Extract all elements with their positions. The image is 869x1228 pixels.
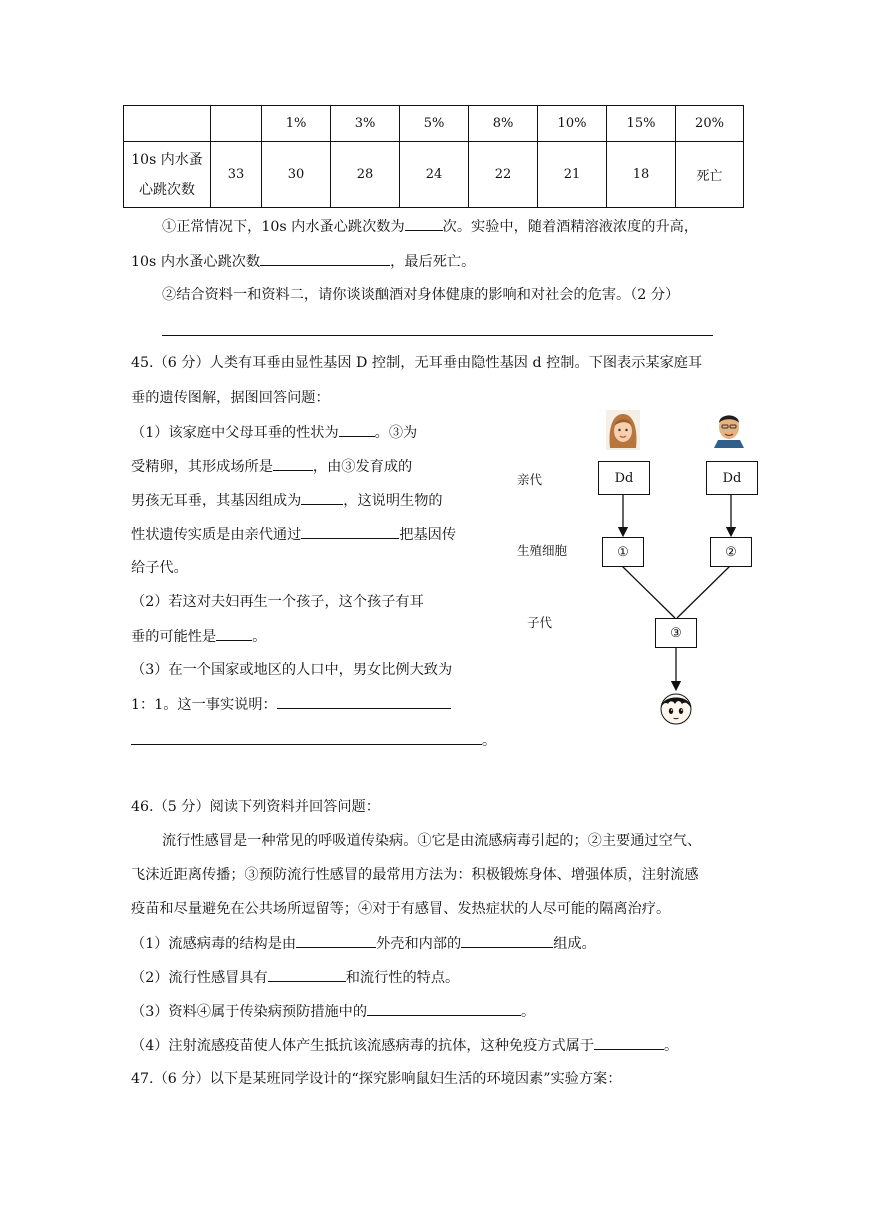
answer-blank[interactable]: [296, 933, 376, 948]
q45-line-1: 45.（6 分）人类有耳垂由显性基因 D 控制，无耳垂由隐性基因 d 控制。下图表示某家庭耳: [131, 355, 703, 371]
table-cell: 30: [262, 142, 331, 208]
table-header-cell: 1%: [262, 106, 331, 142]
q45-part3-line: 。: [131, 730, 496, 751]
q45-part1-line: 给子代。: [131, 560, 188, 576]
q46-passage-line: 飞沫近距离传播；③预防流行性感冒的最常用方法为：积极锻炼身体、增强体质，注射流感: [131, 867, 699, 883]
q46-sub-4: （4）注射流感疫苗使人体产生抵抗该流感病毒的抗体，这种免疫方式属于 。: [131, 1035, 678, 1056]
table-cell: 28: [331, 142, 400, 208]
q45-part2-line: （2）若这对夫妇再生一个孩子，这个孩子有耳: [131, 594, 424, 610]
table-header-cell: 10%: [538, 106, 607, 142]
zygote-box: ③: [655, 618, 697, 648]
line-gamete1-to-zygote: [622, 566, 675, 618]
q45-part2-line: 垂的可能性是 。: [131, 626, 266, 647]
table-cell: 21: [538, 142, 607, 208]
q46-passage-line: 流行性感冒是一种常见的呼吸道传染病。①它是由流感病毒引起的；②主要通过空气、: [162, 833, 702, 849]
line-gamete2-to-zygote: [677, 566, 730, 618]
table-cell: 33: [211, 142, 262, 208]
answer-blank[interactable]: [461, 933, 553, 948]
answer-blank[interactable]: [367, 1001, 521, 1016]
father-genotype-box: Dd: [706, 461, 758, 495]
q46-sub-1: （1）流感病毒的结构是由 外壳和内部的 组成。: [131, 933, 596, 954]
table-cell: 22: [469, 142, 538, 208]
label-parents: 亲代: [517, 472, 543, 487]
mother-icon: [606, 410, 640, 450]
q45-line-2: 垂的遗传图解，据图回答问题：: [131, 390, 330, 406]
q44-line-2: 10s 内水蚤心跳次数 ，最后死亡。: [131, 251, 475, 272]
q46-sub-2: （2）流行性感冒具有 和流行性的特点。: [131, 967, 459, 988]
q46-passage-line: 疫苗和尽量避免在公共场所逗留等；④对于有感冒、发热症状的人尽可能的隔离治疗。: [131, 901, 671, 917]
table-header-cell: 15%: [607, 106, 676, 142]
q46-title: 46.（5 分）阅读下列资料并回答问题：: [131, 799, 380, 815]
gamete1-box: ①: [602, 537, 644, 567]
mother-genotype-box: Dd: [598, 461, 650, 495]
q45-part3-line: （3）在一个国家或地区的人口中，男女比例大致为: [131, 662, 453, 678]
row-label-line: 心跳次数: [139, 181, 195, 198]
label-offspring: 子代: [527, 615, 553, 630]
row-label-line: 10s 内水蚤: [131, 151, 203, 168]
table-cell: 24: [400, 142, 469, 208]
q45-part3-line: 1：1。这一事实说明：: [131, 694, 451, 715]
answer-blank[interactable]: [594, 1035, 664, 1050]
q44-line-1: ①正常情况下，10s 内水蚤心跳次数为 次。实验中，随着酒精溶液浓度的升高，: [162, 216, 698, 237]
q45-part1-line: 性状遗传实质是由亲代通过 把基因传: [131, 524, 456, 545]
table-header-cell: 5%: [400, 106, 469, 142]
table-header-cell: 20%: [676, 106, 744, 142]
q45-part1-line: 男孩无耳垂，其基因组成为 ，这说明生物的: [131, 490, 443, 511]
q44-line-3: ②结合资料一和资料二，请你谈谈酗酒对身体健康的影响和对社会的危害。（2 分）: [162, 287, 680, 303]
answer-blank[interactable]: [268, 967, 346, 982]
gamete2-box: ②: [710, 537, 752, 567]
table-header-cell: 8%: [469, 106, 538, 142]
table-header-cell: 3%: [331, 106, 400, 142]
q45-part1-line: （1）该家庭中父母耳垂的性状为 。③为: [131, 422, 417, 443]
table-cell: 18: [607, 142, 676, 208]
q45-part1-line: 受精卵，其形成场所是 ，由③发育成的: [131, 456, 412, 477]
child-icon: [658, 690, 694, 726]
father-icon: [712, 408, 746, 448]
table-cell: 死亡: [676, 142, 744, 208]
label-gametes: 生殖细胞: [517, 543, 568, 558]
q46-sub-3: （3）资料④属于传染病预防措施中的 。: [131, 1001, 535, 1022]
q47-title: 47.（6 分）以下是某班同学设计的“探究影响鼠妇生活的环境因素”实验方案：: [131, 1071, 622, 1087]
